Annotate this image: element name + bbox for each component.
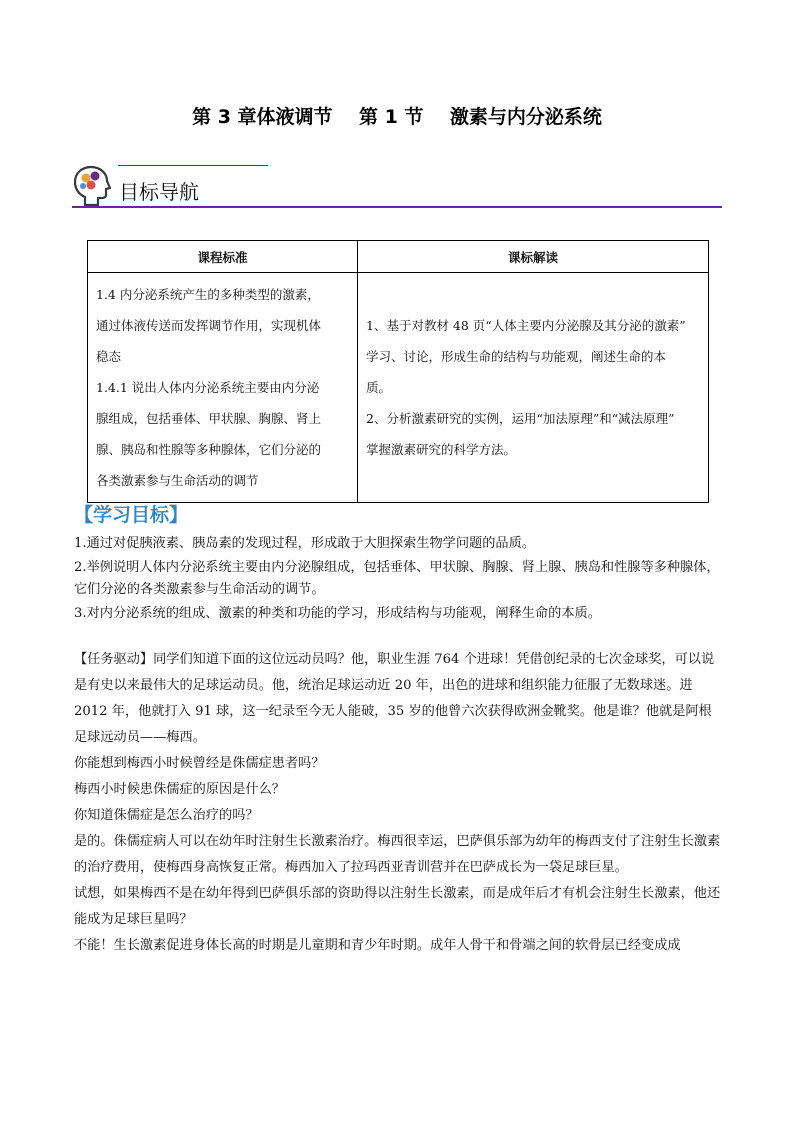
header-curriculum-standard: 课程标准 (88, 241, 358, 273)
standard-cell (88, 273, 358, 503)
learning-goals-list (74, 533, 724, 627)
goal-item: 1.通过对促胰液素、胰岛素的发现过程，形成敢于大胆探索生物学问题的品质。 (74, 536, 535, 551)
standard-line: 各类激素参与生命活动的调节 (96, 473, 259, 488)
interpretation-cell (358, 273, 709, 503)
interpretation-line: 1、基于对教材 48 页“人体主要内分泌腺及其分泌的激素” (366, 318, 686, 333)
task-paragraph: 是的。侏儒症病人可以在幼年时注射生长激素治疗。梅西很幸运，巴萨俱乐部为幼年的梅西支付了注射生长激素的治疗费用，使梅西身高恢复正常。梅西加入了拉玛西亚青训营并在巴萨成长为一袋足球巨星。 (74, 834, 721, 875)
learning-goals-heading: 【学习目标】 (74, 504, 189, 526)
task-paragraph: 你知道侏儒症是怎么治疗的吗？ (74, 808, 259, 823)
table-header-row (88, 241, 709, 273)
nav-title: 目标导航 (119, 180, 199, 204)
standard-line: 1.4.1 说出人体内分泌系统主要由内分泌 (96, 380, 320, 395)
nav-top-rule (118, 165, 268, 166)
interpretation-line: 学习、讨论，形成生命的结构与功能观，阐述生命的本 (366, 349, 667, 364)
task-paragraph: 【任务驱动】同学们知道下面的这位远动员吗？他，职业生涯 764 个进球！凭借创纪录的七次金球奖，可以说是有史以来最伟大的足球运动员。他，统治足球运动近 20 年，出色的进球和组织能力征服了无数球迷。进 2012 年，他就打入 91 球，这一纪录至今无人能破，35 岁的他曾六次获得欧洲金靴奖。他是谁？他就是阿根足球远动员——梅西。 (74, 652, 715, 745)
header-standard-interpretation: 课标解读 (358, 241, 709, 273)
task-paragraph: 不能！生长激素促进身体长高的时期是儿童期和青少年时期。成年人骨干和骨端之间的软骨层已经变成成 (74, 938, 681, 953)
head-brain-icon (72, 165, 112, 207)
standard-line: 通过体液传送而发挥调节作用，实现机体 (96, 318, 322, 333)
task-driven-section (74, 647, 724, 959)
task-paragraph: 试想，如果梅西不是在幼年得到巴萨俱乐部的资助得以注射生长激素，而是成年后才有机会注射生长激素，他还能成为足球巨星吗？ (74, 886, 721, 927)
standard-line: 腺、胰岛和性腺等多种腺体，它们分泌的 (96, 442, 322, 457)
task-paragraph: 梅西小时候患侏儒症的原因是什么？ (74, 782, 285, 797)
table-row (88, 273, 709, 503)
nav-underline (72, 206, 722, 208)
interpretation-line: 质。 (366, 380, 392, 395)
standard-line: 稳态 (96, 349, 122, 364)
curriculum-table (87, 240, 709, 503)
goal-item: 3.对内分泌系统的组成、激素的种类和功能的学习，形成结构与功能观，阐释生命的本质。 (74, 606, 601, 621)
goal-item: 2.举例说明人体内分泌系统主要由内分泌腺组成，包括垂体、甲状腺、胸腺、肾上腺、胰岛和性腺等多种腺体，它们分泌的各类激素参与生命活动的调节。 (74, 560, 720, 597)
task-paragraph: 你能想到梅西小时候曾经是侏儒症患者吗？ (74, 756, 325, 771)
interpretation-line: 掌握激素研究的科学方法。 (366, 442, 517, 457)
goal-navigation-header (72, 163, 722, 209)
page-title: 第 3 章体液调节 第 1 节 激素与内分泌系统 (192, 106, 602, 128)
standard-line: 1.4 内分泌系统产生的多种类型的激素， (96, 287, 320, 302)
standard-line: 腺组成，包括垂体、甲状腺、胸腺、肾上 (96, 411, 322, 426)
interpretation-line: 2、分析激素研究的实例，运用“加法原理”和“减法原理” (366, 411, 675, 426)
